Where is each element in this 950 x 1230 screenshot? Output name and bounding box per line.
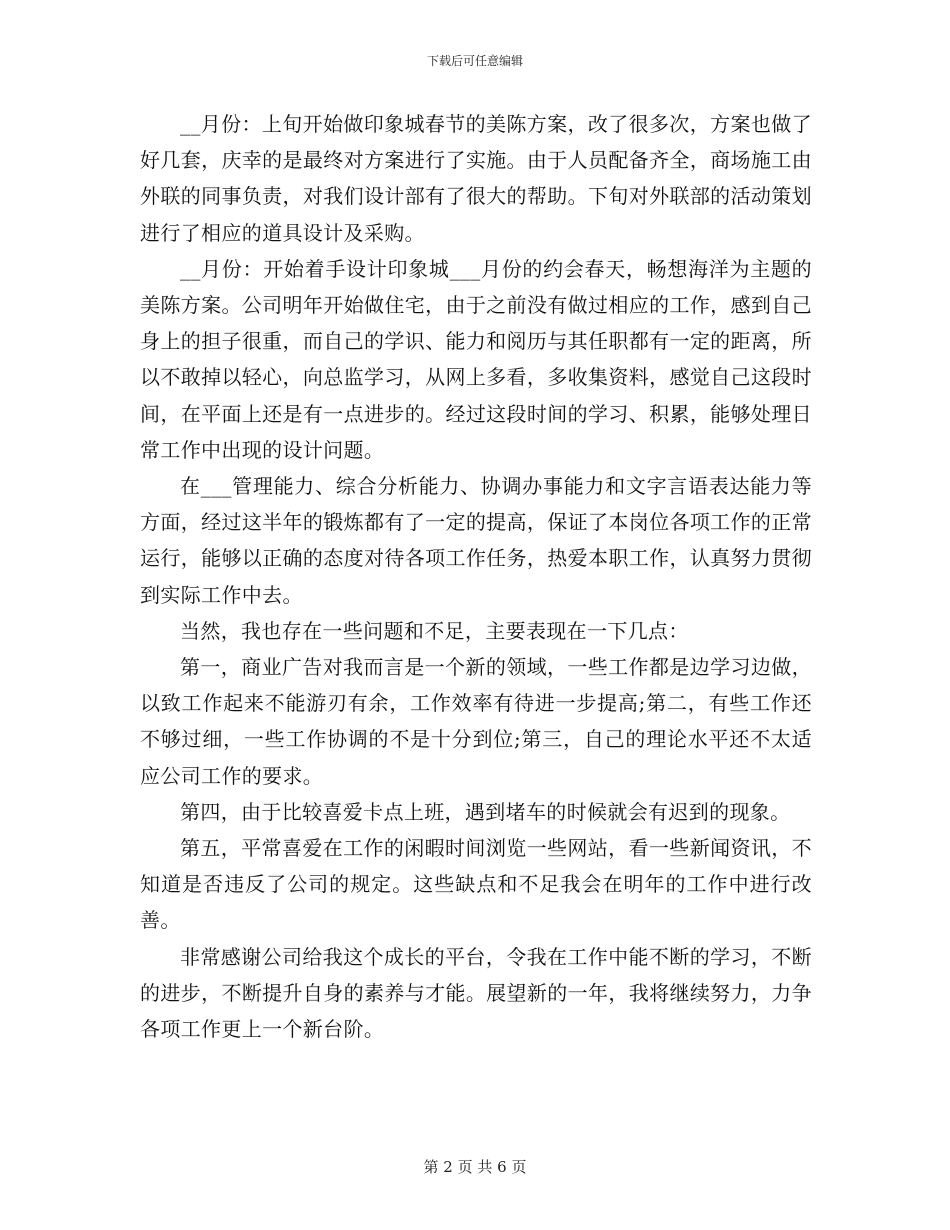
paragraph-4: 当然，我也存在一些问题和不足，主要表现在一下几点： xyxy=(180,618,689,643)
paragraph-1: __月份：上旬开始做印象城春节的美陈方案，改了很多次，方案也做了好几套，庆幸的是最终对方案进行了实施。由于人员配备齐全，商场施工由外联的同事负责，对我们设计部有了很大的帮助。下旬对外联部的活动策划进行了相应的道具设计及采购。 xyxy=(140,112,812,245)
paragraph-2: __月份：开始着手设计印象城___月份的约会春天，畅想海洋为主题的美陈方案。公司明年开始做住宅，由于之前没有做过相应的工作，感到自己身上的担子很重，而自己的学识、能力和阅历与其任职都有一定的距离，所以不敢掉以轻心，向总监学习，从网上多看，多收集资料，感觉自己这段时间，在平面上还是有一点进步的。经过这段时间的学习、积累，能够处理日常工作中出现的设计问题。 xyxy=(140,256,812,462)
document-body xyxy=(140,106,812,1047)
paragraph-6: 第四，由于比较喜爱卡点上班，遇到堵车的时候就会有迟到的现象。 xyxy=(180,799,791,824)
page-number: 第 2 页 共 6 页 xyxy=(423,1158,527,1176)
paragraph-7: 第五，平常喜爱在工作的闲暇时间浏览一些网站，看一些新闻资讯，不知道是否违反了公司的规定。这些缺点和不足我会在明年的工作中进行改善。 xyxy=(140,836,812,933)
paragraph-5: 第一，商业广告对我而言是一个新的领域，一些工作都是边学习边做，以致工作起来不能游刃有余，工作效率有待进一步提高;第二，有些工作还不够过细，一些工作协调的不是十分到位;第三，自己的理论水平还不太适应公司工作的要求。 xyxy=(140,655,812,788)
paragraph-8: 非常感谢公司给我这个成长的平台，令我在工作中能不断的学习，不断的进步，不断提升自身的素养与才能。展望新的一年，我将继续努力，力争各项工作更上一个新台阶。 xyxy=(140,944,812,1042)
page-header: 下载后可任意编辑 xyxy=(426,54,523,68)
paragraph-3: 在___管理能力、综合分析能力、协调办事能力和文字言语表达能力等方面，经过这半年的锻炼都有了一定的提高，保证了本岗位各项工作的正常运行，能够以正确的态度对待各项工作任务，热爱本职工作，认真努力贯彻到实际工作中去。 xyxy=(140,474,812,607)
